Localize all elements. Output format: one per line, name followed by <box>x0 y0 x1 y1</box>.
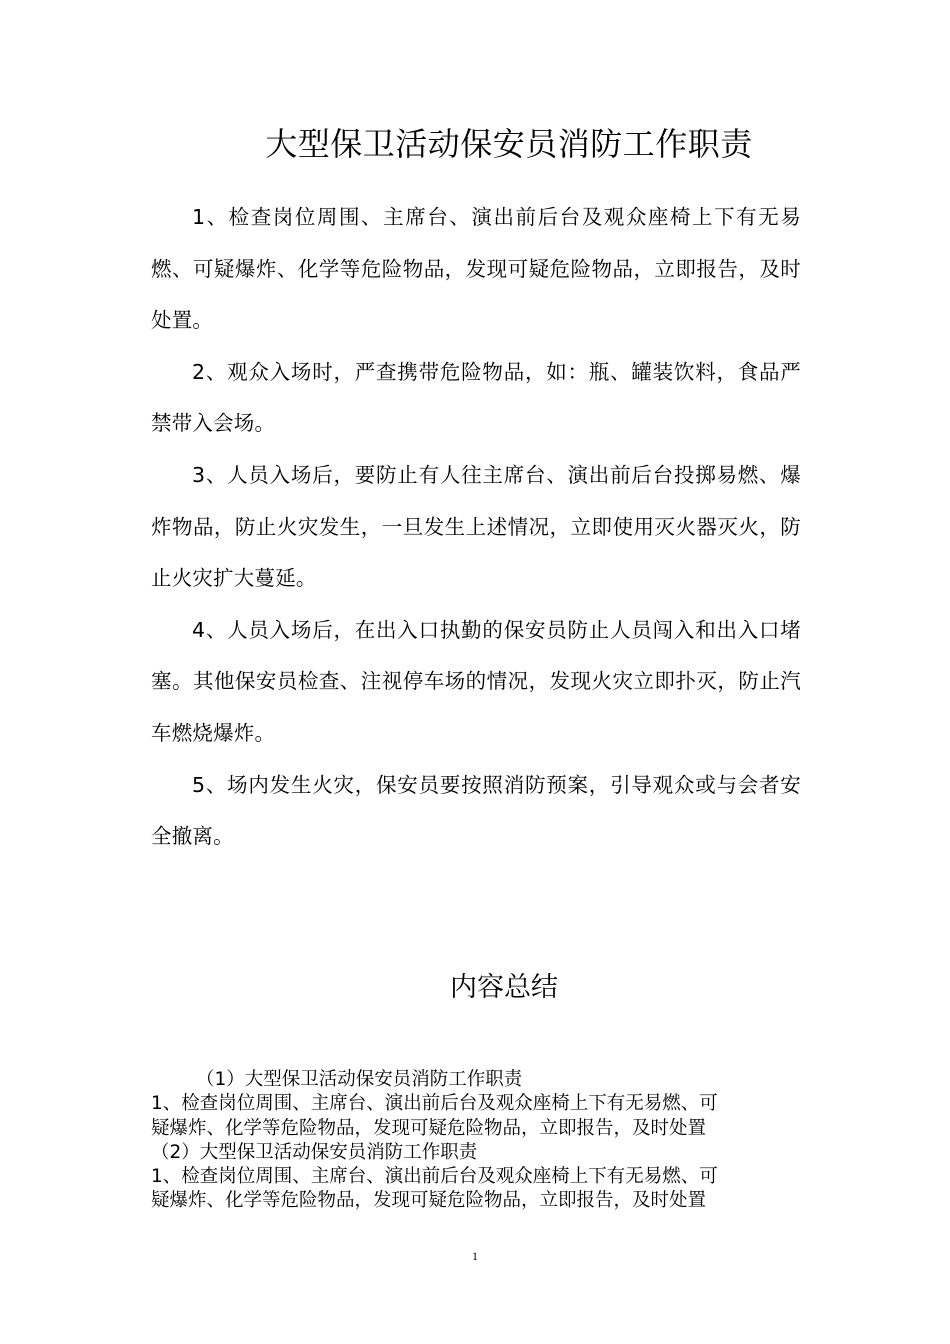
summary-heading-2: （2）大型保卫活动保安员消防工作职责 <box>151 1141 478 1163</box>
summary-line: 1、检查岗位周围、主席台、演出前后台及观众座椅上下有无易燃、可 <box>151 1166 718 1188</box>
paragraph-4: 4、人员入场后，在出入口执勤的保安员防止人员闯入和出入口堵塞。其他保安员检查、注视停车场的情况，发现火灾立即扑灭，防止汽车燃烧爆炸。 <box>151 617 801 745</box>
summary-line: 疑爆炸、化学等危险物品，发现可疑危险物品，立即报告，及时处置 <box>151 1117 707 1139</box>
summary-heading-1: （1）大型保卫活动保安员消防工作职责 <box>196 1069 523 1090</box>
paragraph-2: 2、观众入场时，严查携带危险物品，如：瓶、罐装饮料，食品严禁带入会场。 <box>151 359 801 436</box>
paragraph-1: 1、检查岗位周围、主席台、演出前后台及观众座椅上下有无易燃、可疑爆炸、化学等危险物品，发现可疑危险物品，立即报告，及时处置。 <box>151 205 801 333</box>
document-title: 大型保卫活动保安员消防工作职责 <box>265 125 753 163</box>
paragraph-3: 3、人员入场后，要防止有人往主席台、演出前后台投掷易燃、爆炸物品，防止火灾发生，一旦发生上述情况，立即使用灭火器灭火，防止火灾扩大蔓延。 <box>151 462 801 591</box>
summary-line: 疑爆炸、化学等危险物品，发现可疑危险物品，立即报告，及时处置 <box>151 1190 707 1212</box>
summary-section <box>151 1068 791 1214</box>
summary-line: 1、检查岗位周围、主席台、演出前后台及观众座椅上下有无易燃、可 <box>151 1093 718 1115</box>
document-body <box>151 192 801 863</box>
summary-title: 内容总结 <box>450 972 558 1003</box>
page-number: 1 <box>472 1249 478 1263</box>
paragraph-5: 5、场内发生火灾，保安员要按照消防预案，引导观众或与会者安全撤离。 <box>151 772 801 849</box>
